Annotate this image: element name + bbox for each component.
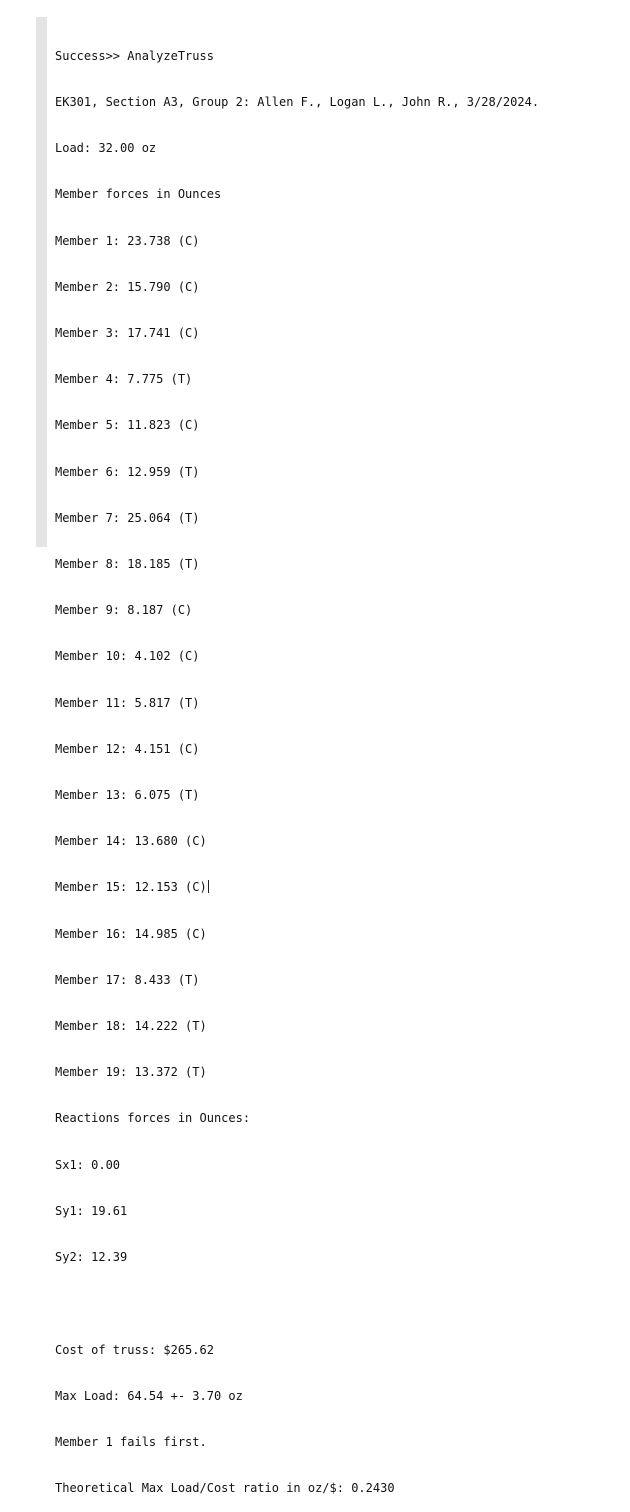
- console-line-max-load: Max Load: 64.54 +- 3.70 oz: [55, 1388, 243, 1403]
- console-line-member-10: Member 10: 4.102 (C): [55, 649, 200, 664]
- console-line-member-8: Member 8: 18.185 (T): [55, 557, 200, 572]
- console-line-member-2: Member 2: 15.790 (C): [55, 279, 200, 294]
- console-line-member-19: Member 19: 13.372 (T): [55, 1065, 207, 1080]
- console-line-member-7: Member 7: 25.064 (T): [55, 510, 200, 525]
- console-line-ratio: Theoretical Max Load/Cost ratio in oz/$: 0.2430: [55, 1481, 395, 1496]
- console-line-member-11: Member 11: 5.817 (T): [55, 695, 200, 710]
- console-line-member-18: Member 18: 14.222 (T): [55, 1019, 207, 1034]
- console-line-forces-heading: Member forces in Ounces: [55, 187, 222, 202]
- console-line-failure: Member 1 fails first.: [55, 1434, 207, 1449]
- console-line-member-5: Member 5: 11.823 (C): [55, 418, 200, 433]
- console-line-member-4: Member 4: 7.775 (T): [55, 372, 193, 387]
- console-line-member-12: Member 12: 4.151 (C): [55, 741, 200, 756]
- console-line-blank: [55, 1296, 625, 1311]
- console-line-member-17: Member 17: 8.433 (T): [55, 972, 200, 987]
- console-line-member-13: Member 13: 6.075 (T): [55, 788, 200, 803]
- console-line-command: Success>> AnalyzeTruss: [55, 48, 214, 63]
- console-line-header: EK301, Section A3, Group 2: Allen F., Logan L., John R., 3/28/2024.: [55, 95, 540, 110]
- console-line-sx1: Sx1: 0.00: [55, 1157, 121, 1172]
- console-line-member-1: Member 1: 23.738 (C): [55, 233, 200, 248]
- console-line-cost: Cost of truss: $265.62: [55, 1342, 214, 1357]
- console-line-member-9: Member 9: 8.187 (C): [55, 603, 193, 618]
- console-output[interactable]: [55, 18, 625, 1512]
- console-line-member-3: Member 3: 17.741 (C): [55, 326, 200, 341]
- console-line-member-6: Member 6: 12.959 (T): [55, 464, 200, 479]
- console-line-sy2: Sy2: 12.39: [55, 1250, 128, 1265]
- console-line-member-15-text: Member 15: 12.153 (C): [55, 880, 207, 895]
- console-line-member-16: Member 16: 14.985 (C): [55, 926, 207, 941]
- console-line-reactions-heading: Reactions forces in Ounces:: [55, 1111, 251, 1126]
- console-line-load: Load: 32.00 oz: [55, 141, 157, 156]
- text-cursor: [208, 880, 209, 893]
- console-gutter: [36, 17, 47, 547]
- console-line-member-15: [55, 880, 625, 895]
- console-line-member-14: Member 14: 13.680 (C): [55, 834, 207, 849]
- console-line-sy1: Sy1: 19.61: [55, 1203, 128, 1218]
